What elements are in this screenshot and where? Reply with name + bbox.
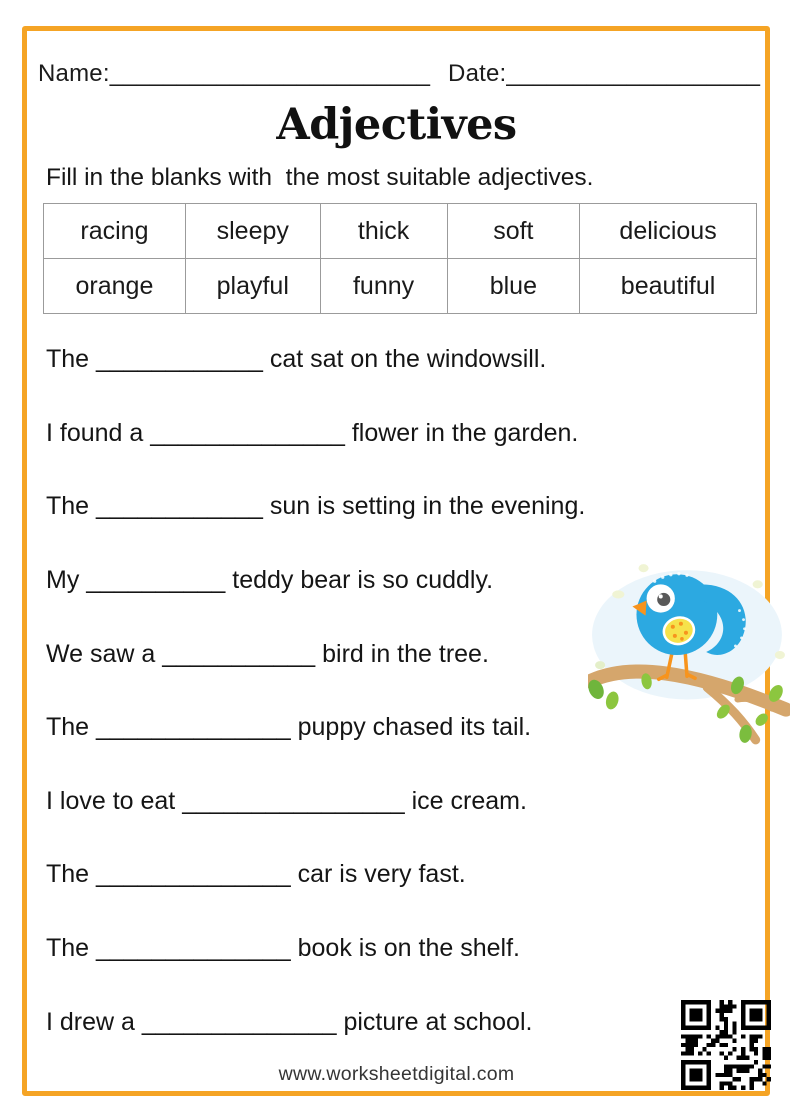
sentence-1: The ____________ cat sat on the windowsill. [46,345,547,374]
footer [0,1063,793,1086]
word-bank-cell: playful [185,259,320,314]
word-bank-cell: soft [447,204,580,259]
sentence-10: I drew a ______________ picture at school. [46,1007,533,1036]
word-bank-table [43,203,757,314]
name-label: Name: [38,60,110,87]
word-bank-cell: blue [447,259,580,314]
sentence-8: The ______________ car is very fast. [46,860,466,889]
word-bank-cell: orange [44,259,186,314]
sentence-9: The ______________ book is on the shelf. [46,934,520,963]
word-bank-cell: sleepy [185,204,320,259]
instruction-text: Fill in the blanks with the most suitable adjectives. [46,164,594,191]
sentence-4: My __________ teddy bear is so cuddly. [46,566,494,595]
word-bank-row [44,204,757,259]
word-bank-cell: racing [44,204,186,259]
word-bank-cell: thick [320,204,447,259]
date-label: Date: [448,60,507,87]
header-row [38,60,764,88]
website-url: www.worksheetdigital.com [278,1063,515,1085]
page-title: Adjectives [276,100,517,150]
word-bank-row [44,259,757,314]
sentence-list [46,323,766,1059]
word-bank-cell: funny [320,259,447,314]
name-blank-line: ________________________ [109,60,431,87]
sentence-7: I love to eat ________________ ice cream. [46,786,527,815]
word-bank-cell: delicious [580,204,757,259]
word-bank-cell: beautiful [580,259,757,314]
sentence-2: I found a ______________ flower in the garden. [46,418,579,447]
sentence-6: The ______________ puppy chased its tail. [46,713,532,742]
sentence-5: We saw a ___________ bird in the tree. [46,639,489,668]
sentence-3: The ____________ sun is setting in the evening. [46,492,586,521]
date-blank-line: ___________________ [506,60,761,87]
